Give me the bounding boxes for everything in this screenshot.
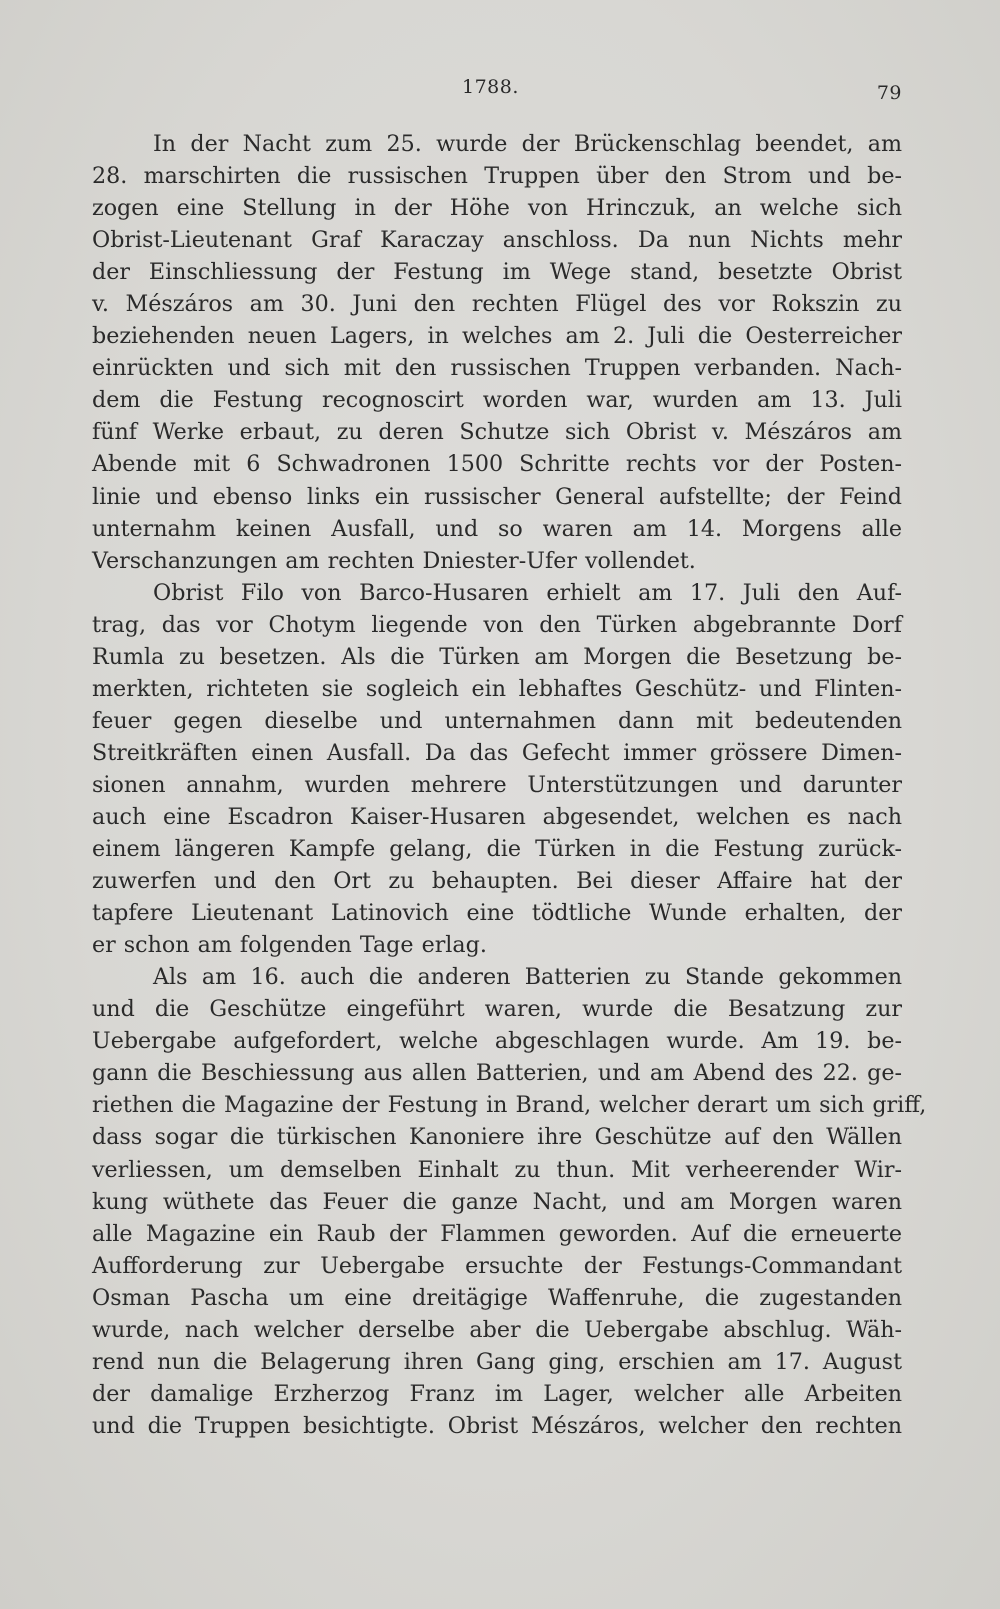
text-line: feuer gegen dieselbe und unternahmen dann mit bedeutenden	[92, 707, 902, 734]
text-line: zuwerfen und den Ort zu behaupten. Bei dieser Affaire hat der	[92, 868, 902, 895]
text-line: linie und ebenso links ein russischer General aufstellte; der Feind	[92, 483, 902, 510]
text-line: kung wüthete das Feuer die ganze Nacht, und am Morgen waren	[92, 1188, 902, 1215]
text-line: verliessen, um demselben Einhalt zu thun. Mit verheerender Wir-	[92, 1156, 902, 1183]
text-line: unternahm keinen Ausfall, und so waren am 14. Morgens alle	[92, 515, 902, 542]
text-line: wurde, nach welcher derselbe aber die Uebergabe abschlug. Wäh-	[92, 1316, 902, 1343]
text-line: riethen die Magazine der Festung in Brand, welcher derart um sich griff,	[92, 1092, 927, 1119]
text-line: zogen eine Stellung in der Höhe von Hrinczuk, an welche sich	[92, 195, 902, 222]
text-line: trag, das vor Chotym liegende von den Türken abgebrannte Dorf	[92, 611, 902, 638]
text-line: Obrist Filo von Barco-Husaren erhielt am 17. Juli den Auf-	[153, 579, 902, 606]
text-line: Als am 16. auch die anderen Batterien zu Stande gekommen	[153, 964, 902, 991]
text-line: 28. marschirten die russischen Truppen über den Strom und be-	[92, 163, 902, 190]
text-line: tapfere Lieutenant Latinovich eine tödtliche Wunde erhalten, der	[92, 900, 902, 927]
text-line: der damalige Erzherzog Franz im Lager, welcher alle Arbeiten	[92, 1380, 902, 1407]
body-text	[92, 128, 927, 1442]
text-line: einrückten und sich mit den russischen Truppen verbanden. Nach-	[92, 355, 902, 382]
text-line: und die Geschütze eingeführt waren, wurde die Besatzung zur	[92, 996, 902, 1023]
text-line: merkten, richteten sie sogleich ein lebhaftes Geschütz- und Flinten-	[92, 675, 902, 702]
text-line: Uebergabe aufgefordert, welche abgeschlagen wurde. Am 19. be-	[92, 1028, 902, 1055]
text-line: und die Truppen besichtigte. Obrist Mészáros, welcher den rechten	[92, 1412, 902, 1439]
text-line: Verschanzungen am rechten Dniester-Ufer vollendet.	[92, 547, 696, 574]
text-line: alle Magazine ein Raub der Flammen geworden. Auf die erneuerte	[92, 1220, 902, 1247]
text-line: Aufforderung zur Uebergabe ersuchte der Festungs-Commandant	[92, 1252, 902, 1279]
page-number: 79	[876, 82, 902, 104]
text-line: beziehenden neuen Lagers, in welches am 2. Juli die Oesterreicher	[92, 323, 902, 350]
text-line: dem die Festung recognoscirt worden war, wurden am 13. Juli	[92, 387, 902, 414]
text-line: Streitkräften einen Ausfall. Da das Gefecht immer grössere Dimen-	[92, 739, 902, 766]
text-line: gann die Beschiessung aus allen Batterien, und am Abend des 22. ge-	[92, 1060, 902, 1087]
text-line: dass sogar die türkischen Kanoniere ihre Geschütze auf den Wällen	[92, 1124, 902, 1151]
text-line: Obrist-Lieutenant Graf Karaczay anschloss. Da nun Nichts mehr	[92, 227, 902, 254]
text-line: fünf Werke erbaut, zu deren Schutze sich Obrist v. Mészáros am	[92, 419, 902, 446]
text-line: Osman Pascha um eine dreitägige Waffenruhe, die zugestanden	[92, 1284, 902, 1311]
text-line: der Einschliessung der Festung im Wege stand, besetzte Obrist	[92, 259, 902, 286]
text-line: In der Nacht zum 25. wurde der Brückenschlag beendet, am	[153, 131, 902, 157]
running-head-year: 1788.	[462, 76, 519, 98]
text-line: einem längeren Kampfe gelang, die Türken in die Festung zurück-	[92, 836, 902, 863]
text-line: rend nun die Belagerung ihren Gang ging, erschien am 17. August	[92, 1348, 902, 1375]
text-line: er schon am folgenden Tage erlag.	[92, 932, 487, 959]
text-line: auch eine Escadron Kaiser-Husaren abgesendet, welchen es nach	[92, 803, 902, 830]
text-line: Rumla zu besetzen. Als die Türken am Morgen die Besetzung be-	[92, 643, 902, 670]
page-header	[92, 74, 902, 104]
text-line: Abende mit 6 Schwadronen 1500 Schritte rechts vor der Posten-	[92, 451, 902, 478]
text-line: v. Mészáros am 30. Juni den rechten Flügel des vor Rokszin zu	[92, 291, 902, 318]
text-line: sionen annahm, wurden mehrere Unterstützungen und darunter	[92, 771, 902, 798]
